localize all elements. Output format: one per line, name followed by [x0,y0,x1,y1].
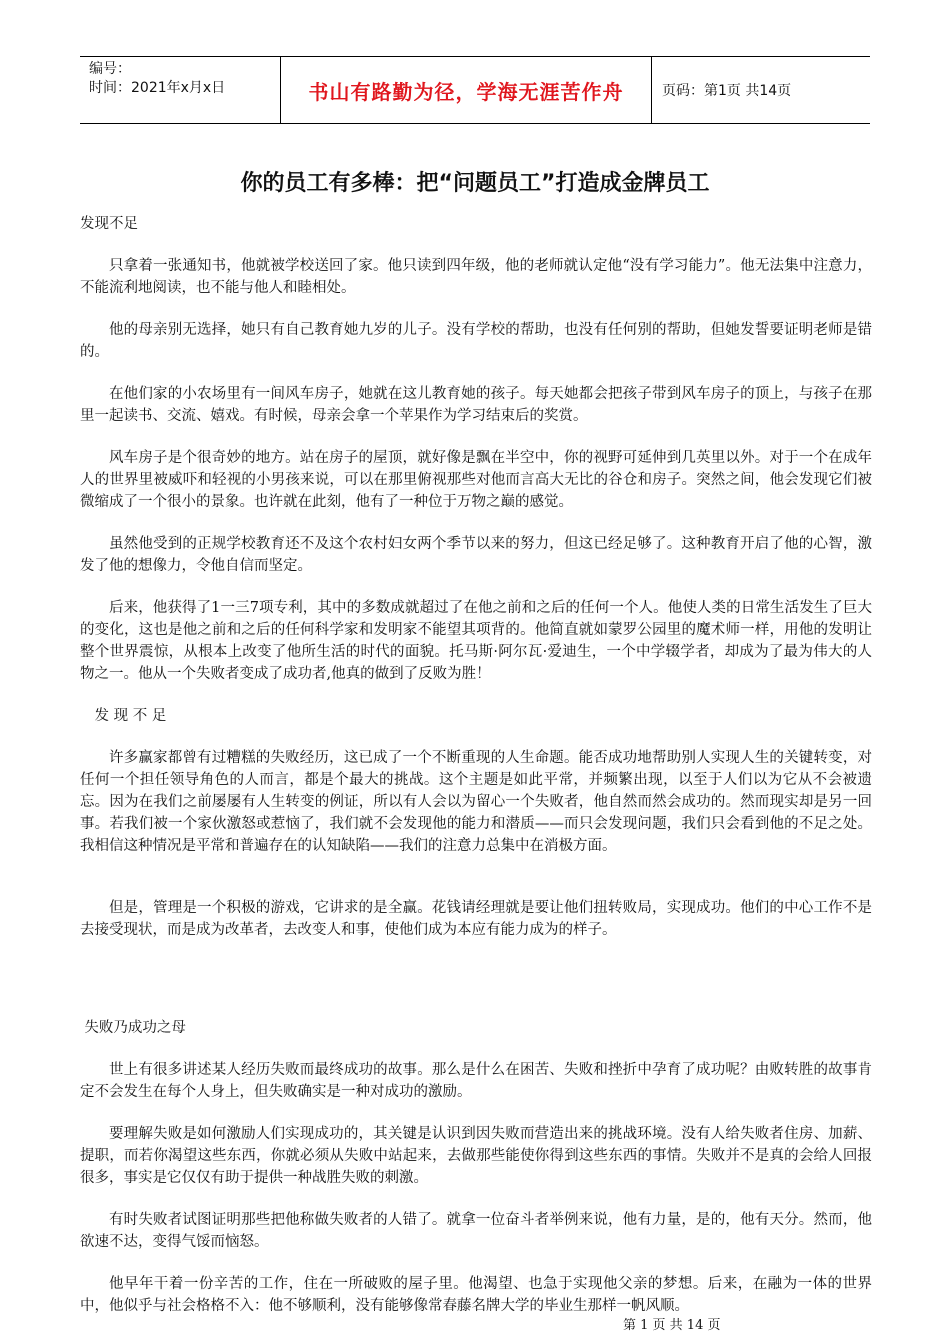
header-page-info: 页码：第1页 共14页 [662,83,792,99]
body-paragraph: 只拿着一张通知书，他就被学校送回了家。他只读到四年级，他的老师就认定他“没有学习能力”。他无法集中注意力，不能流利地阅读，也不能与他人和睦相处。 [80,258,872,296]
document-date: 时间：2021年x月x日 [89,80,226,96]
body-paragraph: 但是，管理是一个积极的游戏，它讲求的是全赢。花钱请经理就是要让他们扭转败局，实现成功。他们的中心工作不是去接受现状，而是成为改革者，去改变人和事，使他们成为本应有能力成为的样子。 [80,900,872,938]
body-paragraph: 要理解失败是如何激励人们实现成功的，其关键是认识到因失败而营造出来的挑战环境。没有人给失败者住房、加薪、提职，而若你渴望这些东西，你就必须从失败中站起来，去做那些能使你得到这些东西的事情。失败并不是真的会给人回报很多，事实是它仅仅有助于提供一种战胜失败的刺激。 [80,1126,872,1186]
body-paragraph: 风车房子是个很奇妙的地方。站在房子的屋顶，就好像是飘在半空中，你的视野可延伸到几英里以外。对于一个在成年人的世界里被威吓和轻视的小男孩来说，可以在那里俯视那些对他而言高大无比的谷仓和房子。突然之间，他会发现它们被微缩成了一个很小的景象。也许就在此刻，他有了一种位于万物之巅的感觉。 [80,450,872,510]
header-meta [80,57,281,123]
section-heading: 发 现 不 足 [94,708,167,724]
body-paragraph: 后来，他获得了1一三7项专利，其中的多数成就超过了在他之前和之后的任何一个人。他使人类的日常生活发生了巨大的变化，这也是他之前和之后的任何科学家和发明家不能望其项背的。他简直就如蒙罗公园里的魔术师一样，用他的发明让整个世界震惊，从根本上改变了他所生活的时代的面貌。托马斯·阿尔瓦·爱迪生，一个中学辍学者，却成为了最为伟大的人物之一。他从一个失败者变成了成功者,他真的做到了反败为胜！ [80,600,872,682]
page-footer: 第 1 页 共 14 页 [623,1318,721,1333]
header-page-info-cell [652,57,870,123]
header-motto: 书山有路勤为径，学海无涯苦作舟 [308,79,624,104]
body-paragraph: 有时失败者试图证明那些把他称做失败者的人错了。就拿一位奋斗者举例来说，他有力量，是的，他有天分。然而，他欲速不达，变得气馁而恼怒。 [80,1212,872,1250]
body-paragraph: 他的母亲别无选择，她只有自己教育她九岁的儿子。没有学校的帮助，也没有任何别的帮助，但她发誓要证明老师是错的。 [80,322,872,360]
section-heading: 失败乃成功之母 [84,1020,186,1036]
body-paragraph: 许多赢家都曾有过糟糕的失败经历，这已成了一个不断重现的人生命题。能否成功地帮助别人实现人生的关键转变，对任何一个担任领导角色的人而言，都是个最大的挑战。这个主题是如此平常，并频繁出现，以至于人们以为它从不会被遗忘。因为在我们之前屡屡有人生转变的例证，所以有人会以为留心一个失败者，他自然而然会成功的。然而现实却是另一回事。若我们被一个家伙激怒或惹恼了，我们就不会发现他的能力和潜质——而只会发现问题，我们只会看到他的不足之处。我相信这种情况是平常和普遍存在的认知缺陷——我们的注意力总集中在消极方面。 [80,750,872,854]
page-header [80,56,870,124]
section-heading: 发现不足 [80,216,138,232]
body-paragraph: 世上有很多讲述某人经历失败而最终成功的故事。那么是什么在困苦、失败和挫折中孕育了成功呢？由败转胜的故事肯定不会发生在每个人身上，但失败确实是一种对成功的激励。 [80,1062,872,1100]
body-paragraph: 他早年干着一份辛苦的工作，住在一所破败的屋子里。他渴望、也急于实现他父亲的梦想。后来，在融为一体的世界中，他似乎与社会格格不入：他不够顺利，没有能够像常春藤名牌大学的毕业生那样一帆风顺。 [80,1276,872,1314]
body-paragraph: 虽然他受到的正规学校教育还不及这个农村妇女两个季节以来的努力，但这已经足够了。这种教育开启了他的心智，激发了他的想像力，令他自信而坚定。 [80,536,872,574]
body-paragraph: 在他们家的小农场里有一间风车房子，她就在这儿教育她的孩子。每天她都会把孩子带到风车房子的顶上，与孩子在那里一起读书、交流、嬉戏。有时候，母亲会拿一个苹果作为学习结束后的奖赏。 [80,386,872,424]
header-motto-cell [281,57,652,123]
document-body [80,213,872,1317]
document-number: 编号： [89,61,131,77]
document-title: 你的员工有多棒：把“问题员工”打造成金牌员工 [240,171,710,196]
